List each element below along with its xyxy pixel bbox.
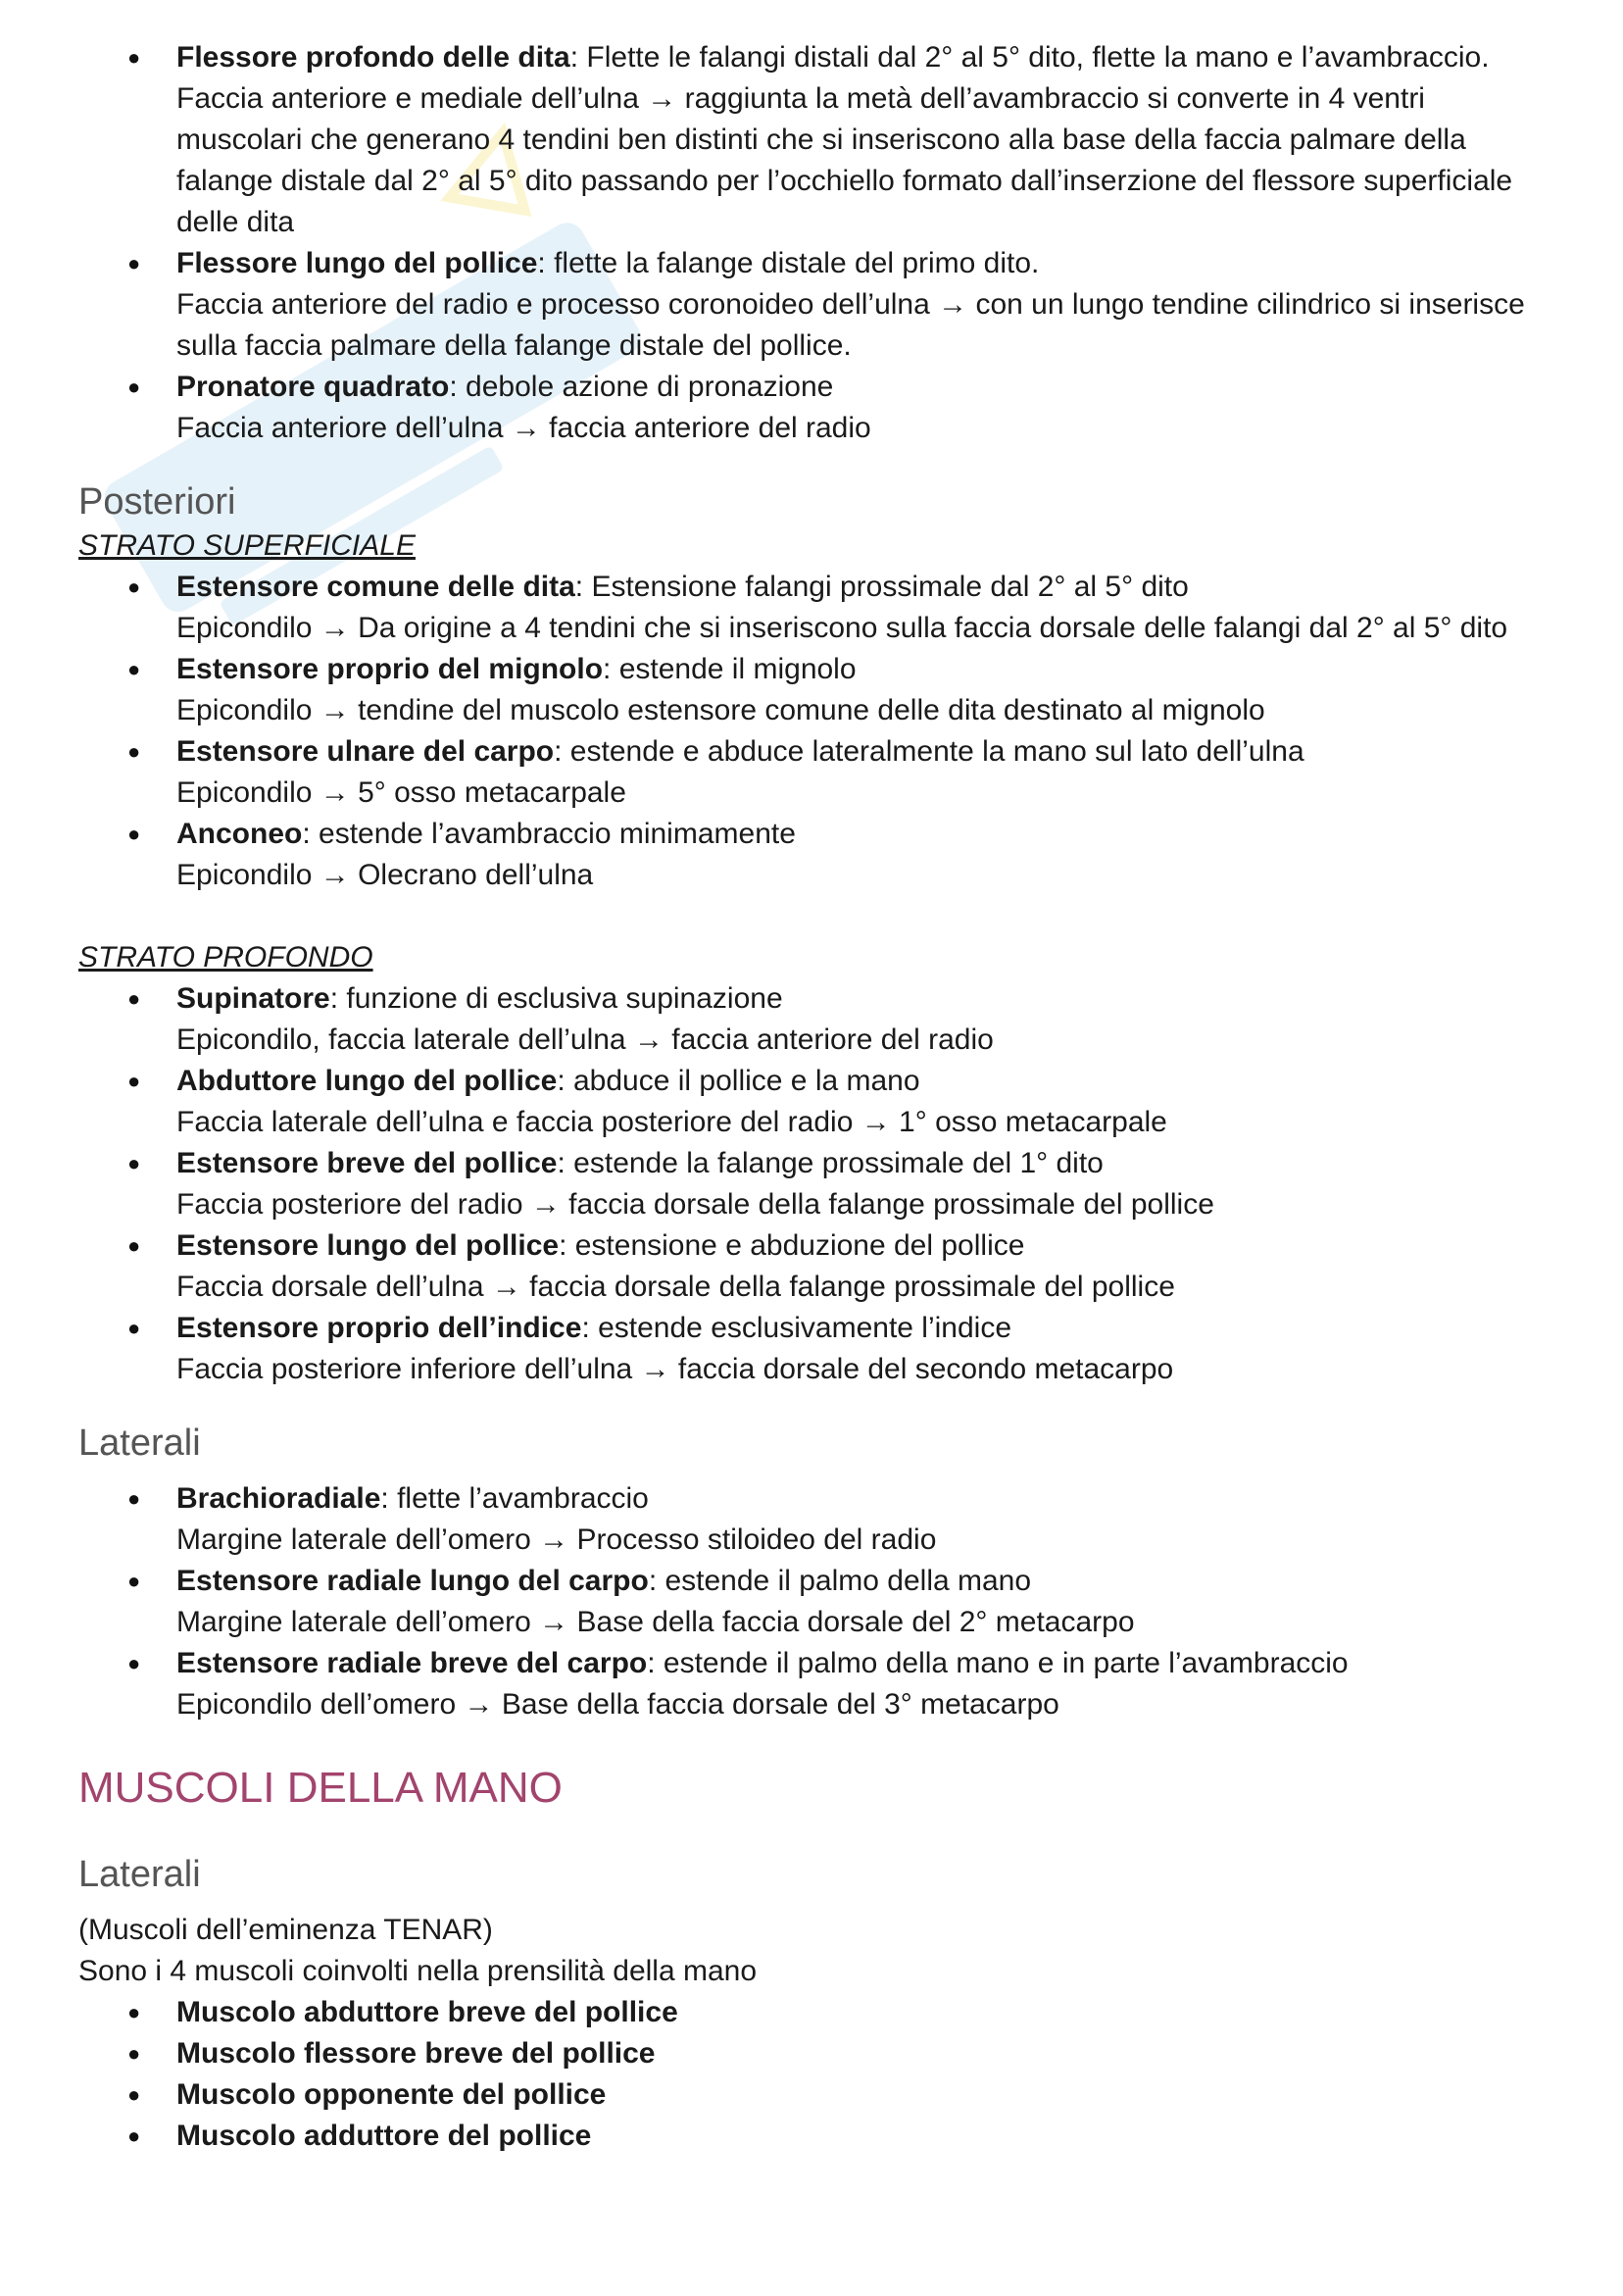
tenar-description: Sono i 4 muscoli coinvolti nella prensilità della mano: [78, 1955, 758, 1987]
muscle-path: Epicondilo dell’omero → Base della faccia dorsale del 3° metacarpo: [176, 1688, 1059, 1721]
muscle-path: Epicondilo → tendine del muscolo estensore comune delle dita destinato al mignolo: [176, 694, 1265, 726]
muscle-name: Estensore proprio del mignolo: [176, 653, 604, 685]
muscle-name: Supinatore: [176, 982, 330, 1015]
muscle-path: Faccia anteriore del radio e processo coronoideo dell’ulna → con un lungo tendine cilindrico si inserisce sulla faccia palmare della falange distale del pollice.: [176, 288, 1525, 362]
muscle-function: : flette l’avambraccio: [380, 1482, 649, 1515]
muscle-name: Flessore lungo del pollice: [176, 247, 538, 279]
section-title-mano: MUSCOLI DELLA MANO: [78, 1764, 563, 1812]
muscle-function: : Flette le falangi distali dal 2° al 5° dito, flette la mano e l’avambraccio.: [569, 41, 1490, 74]
muscle-path: Faccia posteriore inferiore dell’ulna → faccia dorsale del secondo metacarpo: [176, 1353, 1174, 1385]
muscle-name: Abduttore lungo del pollice: [176, 1065, 558, 1097]
document-body: [78, 37, 1549, 2157]
muscle-function: : estende il palmo della mano: [648, 1565, 1032, 1597]
muscle-name: Pronatore quadrato: [176, 371, 450, 403]
muscle-name: Muscolo abduttore breve del pollice: [176, 1996, 678, 2028]
muscle-path: Margine laterale dell’omero → Processo stiloideo del radio: [176, 1523, 937, 1556]
list-item: [78, 367, 1549, 449]
laterali-list: [78, 1478, 1549, 1725]
muscle-path: Faccia laterale dell’ulna e faccia posteriore del radio → 1° osso metacarpale: [176, 1106, 1167, 1138]
list-item: [78, 731, 1549, 814]
list-item: [78, 243, 1549, 367]
list-item: [78, 1561, 1549, 1643]
mano-list: [78, 1992, 1549, 2157]
muscle-function: : abduce il pollice e la mano: [557, 1065, 920, 1097]
muscle-path: Faccia anteriore dell’ulna → faccia anteriore del radio: [176, 412, 871, 444]
muscle-function: : estensione e abduzione del pollice: [559, 1229, 1025, 1262]
muscle-name: Muscolo opponente del pollice: [176, 2078, 607, 2111]
list-item: [78, 1992, 1549, 2033]
list-item: [78, 814, 1549, 896]
muscle-function: : flette la falange distale del primo dito.: [537, 247, 1040, 279]
muscle-name: Estensore comune delle dita: [176, 571, 575, 603]
list-item: [78, 2074, 1549, 2116]
muscle-function: : estende la falange prossimale del 1° dito: [557, 1147, 1104, 1179]
list-item: [78, 1061, 1549, 1143]
heading-laterali: Laterali: [78, 1423, 201, 1464]
muscle-path: Faccia anteriore e mediale dell’ulna → raggiunta la metà dell’avambraccio si converte in 4 ventri muscolari che generano 4 tendini ben distinti che si inseriscono alla base della faccia palmare della falange distale dal 2° al 5° dito passando per l’occhiello formato dall’inserzione del flessore superficiale delle dita: [176, 82, 1513, 238]
list-item: [78, 649, 1549, 731]
muscle-name: Flessore profondo delle dita: [176, 41, 570, 74]
muscle-name: Estensore breve del pollice: [176, 1147, 558, 1179]
strato-profondo-label: STRATO PROFONDO: [78, 941, 373, 973]
muscle-path: Faccia posteriore del radio → faccia dorsale della falange prossimale del pollice: [176, 1188, 1214, 1221]
muscle-name: Estensore lungo del pollice: [176, 1229, 560, 1262]
muscle-function: : estende esclusivamente l’indice: [581, 1312, 1012, 1344]
muscle-function: : estende e abduce lateralmente la mano sul lato dell’ulna: [554, 735, 1304, 768]
muscle-name: Estensore radiale breve del carpo: [176, 1647, 648, 1679]
muscle-function: : estende il mignolo: [603, 653, 857, 685]
list-item: [78, 2033, 1549, 2074]
list-item: [78, 1478, 1549, 1561]
muscle-name: Anconeo: [176, 818, 303, 850]
muscle-name: Muscolo adduttore del pollice: [176, 2120, 592, 2152]
heading-mano-laterali: Laterali: [78, 1854, 201, 1895]
muscle-function: : Estensione falangi prossimale dal 2° al 5° dito: [574, 571, 1189, 603]
heading-posteriori: Posteriori: [78, 481, 236, 523]
list-item: [78, 567, 1549, 649]
superficiale-list: [78, 567, 1549, 896]
muscle-name: Estensore radiale lungo del carpo: [176, 1565, 649, 1597]
list-item: [78, 1143, 1549, 1225]
list-item: [78, 1643, 1549, 1725]
muscle-name: Estensore ulnare del carpo: [176, 735, 555, 768]
list-item: [78, 978, 1549, 1061]
list-item: [78, 2116, 1549, 2157]
list-item: [78, 1308, 1549, 1390]
top-list: [78, 37, 1549, 449]
muscle-name: Estensore proprio dell’indice: [176, 1312, 582, 1344]
muscle-function: : estende il palmo della mano e in parte l’avambraccio: [647, 1647, 1349, 1679]
muscle-path: Epicondilo → 5° osso metacarpale: [176, 776, 626, 809]
list-item: [78, 37, 1549, 243]
muscle-path: Epicondilo → Da origine a 4 tendini che si inseriscono sulla faccia dorsale delle falangi dal 2° al 5° dito: [176, 612, 1508, 644]
muscle-name: Muscolo flessore breve del pollice: [176, 2037, 656, 2070]
muscle-path: Faccia dorsale dell’ulna → faccia dorsale della falange prossimale del pollice: [176, 1271, 1175, 1303]
muscle-path: Epicondilo, faccia laterale dell’ulna → faccia anteriore del radio: [176, 1023, 994, 1056]
list-item: [78, 1225, 1549, 1308]
muscle-function: : estende l’avambraccio minimamente: [302, 818, 796, 850]
tenar-note: (Muscoli dell’eminenza TENAR): [78, 1914, 493, 1946]
muscle-name: Brachioradiale: [176, 1482, 381, 1515]
muscle-path: Epicondilo → Olecrano dell’ulna: [176, 859, 594, 891]
strato-superficiale-label: STRATO SUPERFICIALE: [78, 529, 416, 562]
muscle-function: : funzione di esclusiva supinazione: [329, 982, 783, 1015]
muscle-path: Margine laterale dell’omero → Base della faccia dorsale del 2° metacarpo: [176, 1606, 1135, 1638]
profondo-list: [78, 978, 1549, 1390]
muscle-function: : debole azione di pronazione: [449, 371, 834, 403]
